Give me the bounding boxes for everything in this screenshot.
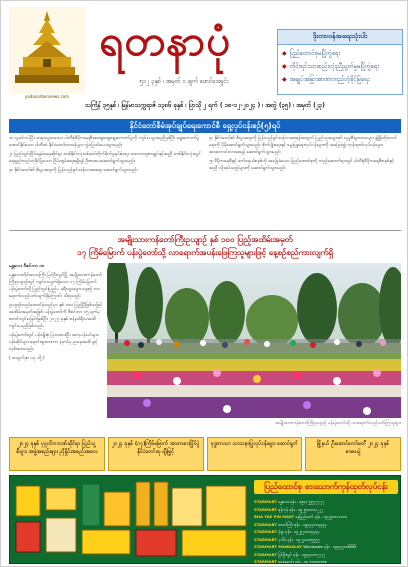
objectives-list <box>278 45 402 88</box>
objectives-title: ဒိုးတာဝန်အရေးသုံးပါး <box>278 30 402 45</box>
ad-store-name: STARMART <box>254 499 277 504</box>
top-story-paragraph: ၂။ ပြည်တွင်းငြိမ်းချမ်းရေးဆိုင်ရာ တစ်နိုင်ငံလုံးပစ်ခတ်တိုက်ခိုက်မှုရပ်စဲရေး သဘောတူစာချုပ်နှင့်အညီ တစ်နိုင်ငံလုံးတွင် ရေရှည်တည်တံ့ခိုင်မြဲသော ငြိမ်းချမ်းရေးရရှိရန် ဦးစားပေးဆောင်ရွက်သွားမည်။ <box>9 152 201 164</box>
ad-store-contact: ပြင်ဦးလွင် ဖုန်း - ၀၉၄၄၀၀၀၇၇၇၇ <box>278 551 326 557</box>
masthead <box>9 7 401 115</box>
flower-festival-photo <box>107 263 401 418</box>
ad-store-item <box>254 513 398 521</box>
article-continued-link[interactable]: ( စာမျက်နှာ ၁၃ သို့ ) <box>9 356 45 361</box>
article-paragraph: ဥယျာဉ်တည်ထောင်ခဲ့သည်မှာ နှစ် ၁၀၀ ပြည့်ပြီဖြစ်သဖြင့် အထိမ်းအမှတ်အဖြစ် ပန်းပွဲတော်ကို ဒီဇင်ဘာ ၁၅ ရက်မှ စတင်ကျင်းပခြင်းဖြစ်ပြီး ၂၀၂၅ ခုနှစ် ဇန်နဝါရီလအထိ ကျင်းပမည်ဖြစ်သည်။ <box>9 303 103 329</box>
ad-store-item <box>254 528 398 536</box>
top-story-paragraph: ၅။ ဒီမိုကရေစီနှင့် ဖက်ဒရယ်စနစ်ကို အခြေခံသော ပြည်ထောင်စုကို တည်ဆောက်ရာတွင် ပါတီစုံဒီမိုကရေစီစနစ်နှင့်အညီ လိုအပ်သည်များကို ဆောင်ရွက်သွားမည်။ <box>209 159 394 171</box>
article-body <box>9 263 103 417</box>
ad-store-contact: မုံရွာ ဖုန်း - ၀၉၂၅၇၀၀၀၄၄၄၄ <box>278 529 320 534</box>
top-story-column-right <box>209 135 401 227</box>
issue-date-line: သင်္ကြန် ၃၅နှစ် ၊ မြန်မာသက္ကရာဇ် ၁၃၈၆ ခုနှစ် ၊ ပြာသို ၂ ရက် ( ၁၈-၁၂-၂၀၂၄ ) ၊ အတွဲ (၃၅) ၊ အမှတ် (၂၃) <box>85 102 325 109</box>
objective-item: ◆ ပြည်ထောင်စုမပြိုကွဲရေး <box>282 47 398 60</box>
top-story-paragraph: ၁။ လွတ်လပ်ပြီး တရားမျှတသော ပါတီစုံဒီမိုကရေစီအထွေထွေရွေးကောက်ပွဲကို ကျင်းပသွားမည်ဖြစ်ပြီး ရွေးကောက်ပွဲအောင်နိုင်သော ပါတီထံ နိုင်ငံတော်တာဝန်များ လွှဲပြောင်းပေးသွားမည်။ <box>9 136 200 148</box>
edition-line: ၅၁၂ ၃နှစ် ၊ အမှတ် ၁ ဖျက် ဖောင်ဒေးရှင်း <box>139 78 229 85</box>
ad-title: ပြည်ထောင်စု စားသောက်ကုန်ထုတ်လုပ်ငန်း <box>254 480 398 494</box>
article-paragraph: မန္တလေးတိုင်းဒေသကြီး ပြင်ဦးလွင်မြို့ အမျိုးသားကန်တော်ကြီးဥယျာဉ်တွင် ကျင်းပလျက်ရှိသော ၁၇ ကြိမ်မြောက် ပန်းပွဲတော်သို့ ပြည်တွင်းပြည်ပ ခရီးသွားများ နေ့စဉ် လာရောက်လည်ပတ်လျက်ရှိကြောင်း သိရသည်။ <box>9 273 102 299</box>
top-story-paragraph: ၃။ နိုင်ငံတော်၏ စီးပွားရေးကို ပြန်လည်ရှင်သန်လာစေရေး ဆောင်ရွက်သွားမည်။ <box>9 168 138 173</box>
ad-store-item <box>254 543 398 551</box>
ad-store-name: STARMART <box>254 506 277 512</box>
ad-store-contact: Wholesale ဖုန်း - ၀၉၄၄၅၀၀၆၆၆၆ <box>303 544 357 549</box>
ad-store-name: BHA YAE PIN MART <box>254 514 295 519</box>
ad-store-item <box>254 536 398 544</box>
bottom-teasers <box>9 437 401 471</box>
top-story-paragraph: ၄။ နိုင်ငံတော်၏ စီးပွားရေးကို ပြန်လည်ရှင်သန်လာစေရန်အတွက် ပြည်သူအများ၏ လူမှုစီးပွားဘဝများ ဖွံ့ဖြိုးတိုးတက်ရေးကို ပိုမိုဆောင်ရွက်သွားမည်။ စိုက်ပျိုးရေးနှင့် မွေးမြူရေးလုပ်ငန်းများကို အခြေခံ၍ ကုန်ထုတ်လုပ်ငန်းများ အားကောင်းလာစေရန် ဆောင်ရွက်သွားမည်။ <box>209 136 397 155</box>
advertisement[interactable] <box>9 475 401 564</box>
section-divider <box>9 230 401 231</box>
ad-store-contact: ပုသိမ် ဖုန်း - ၀၉၂၇၀၀၀၅၅၅၅ <box>278 536 320 542</box>
ad-store-item <box>254 551 398 559</box>
main-headline[interactable] <box>9 233 401 259</box>
ad-store-contact: ရေနံချောင်း ဖုန်း - ၀၉၂၅၀၀၀၈၈၈၈ <box>278 559 328 564</box>
ad-store-item <box>254 558 398 564</box>
garden-photo-image <box>107 263 401 418</box>
ad-store-name: STARMART <box>254 529 277 534</box>
newspaper-nameplate: ရတနာပုံ <box>99 16 231 65</box>
ad-store-contact: နေပြည်တော် ဖုန်း - ၀၉၇၉၀၀၁၁၁၀၀ <box>295 514 347 519</box>
ad-store-contact: တောင်ကြီး ဖုန်း - ၀၉၄၄၄၀၀၃၃၃၃ <box>278 521 327 527</box>
article-paragraph: ပန်းပွဲတော်တွင် ပန်းမျိုးစုံ ပြသထားပြီး အလှပန်းပင်များ၊ ပန်းဆိုင်များ ရောင်းချထားကာ နံနက်မှ ညနေအထိ ဖွင့်လှစ်ထားသည်။ <box>9 333 99 352</box>
teaser-item[interactable]: ၂၀၂၄ ခုနှစ် ပုဂ္ဂလိကဘဏ်ဆိုင်ရာ ပြည်သူ့စီးပွား အဖွဲ့အစည်းများ ညှိနှိုင်းအစည်းအဝေး <box>9 437 105 471</box>
ad-store-list <box>254 498 398 564</box>
teaser-item[interactable]: ဗုဒ္ဓဘာသာ သာသနာပြုလုပ်ငန်းများ ဆောင်ရွက် <box>207 437 303 471</box>
ad-store-name: STARMART MANDALAY <box>254 544 303 549</box>
ad-store-item <box>254 521 398 529</box>
ad-store-contact: ရန်ကုန် ဖုန်း - ၀၉၂၅၀၀၀၁၁၂၂၂ <box>278 506 323 512</box>
objective-item: ◆ တိုင်းရင်းသားစည်းလုံးညီညွတ်မှုမပြိုကွဲရေး <box>282 60 398 73</box>
top-story-band: နိုင်ငံတော်စီမံအုပ်ချုပ်ရေးကောင်စီ ရှေ့လုပ်ငန်းစဉ်(၅)ရပ် <box>9 119 401 133</box>
headline-line-2: ၁၇ ကြိမ်မြောက် ပန်းပွဲတော်သို့ လာရောက်အပန်းဖြေကြသူများဖြင့် နေ့စဉ်စည်ကားလျက်ရှိ <box>77 248 333 257</box>
teaser-item[interactable]: ၂၀၂၄ ခုနှစ် (၁၇)ကြိမ်မြောက် အားကစားပြိုင်ပွဲ နိုင်ငံတော်ဆု ချီးမြှင့် <box>108 437 204 471</box>
objective-item: ◆ အချုပ်အခြာအာဏာတည်တံ့ခိုင်မြဲရေး <box>282 73 398 86</box>
photo-caption: အမျိုးသားကန်တော်ကြီးဥယျာဉ် ပန်းပွဲတော်သို့ လာရောက်လည်ပတ်ကြသူများ <box>275 421 401 426</box>
logo <box>9 7 85 107</box>
ad-store-contact: မန္တလေး ဖုန်း - ၀၉၄၀၂၅၅၇၇၇၇၇ <box>278 499 325 504</box>
teaser-item[interactable]: မြို့နယ် ဦးဆောင်ကော်မတီ ၂၀၂၄ ခုနှစ် စာမေးပွဲ <box>305 437 401 471</box>
ad-store-name: STARMART <box>254 551 277 557</box>
ad-store-name: STARMART <box>254 521 277 527</box>
article-dateline: မန္တလေး ဒီဇင်ဘာ ၁၈ <box>9 264 45 269</box>
ad-store-name: STARMART <box>254 559 277 564</box>
logo-url[interactable]: yadanarbonnews.com <box>24 94 70 99</box>
headline-line-1: အမျိုးသားကန်တော်ကြီးဥယျာဉ် နှစ် ၁၀၀ ပြည့်အထိမ်းအမှတ် <box>117 235 293 244</box>
top-story-column-left <box>9 135 201 227</box>
ad-products-image <box>12 478 252 562</box>
ad-store-name: STARMART <box>254 536 277 542</box>
pagoda-logo-icon <box>9 7 85 93</box>
top-story-columns <box>9 135 401 227</box>
ad-store-item <box>254 498 398 506</box>
objectives-box <box>277 29 403 95</box>
ad-store-item <box>254 506 398 514</box>
